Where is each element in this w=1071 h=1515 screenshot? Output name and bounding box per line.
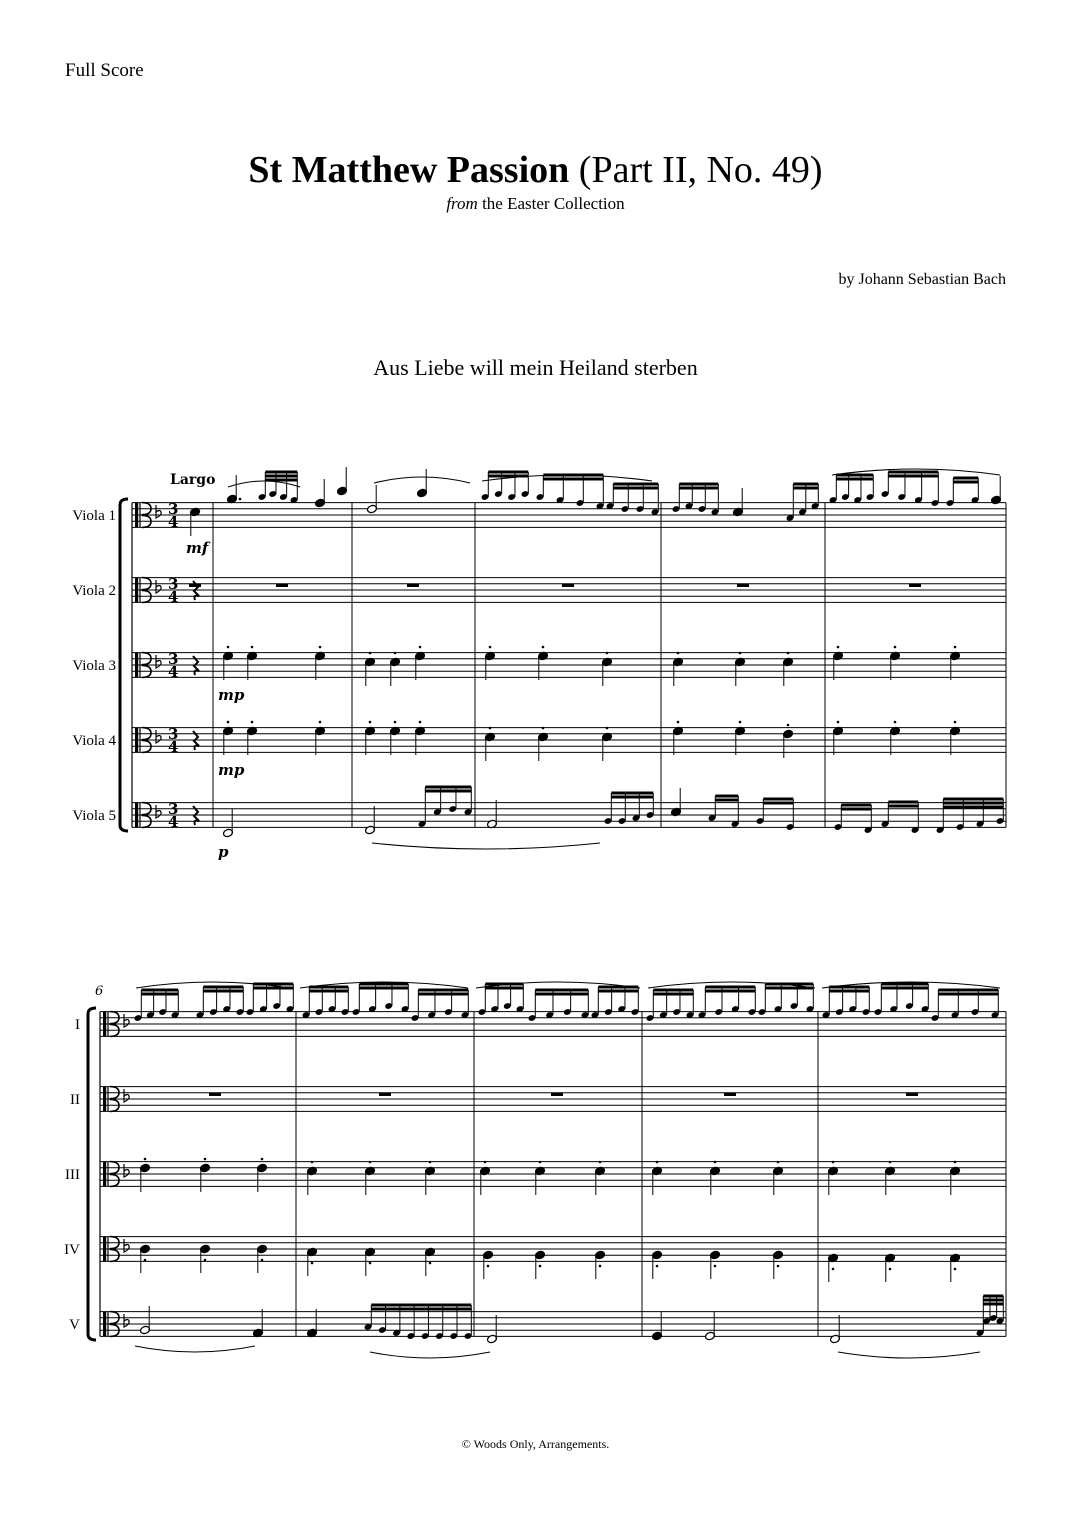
- staccato-dot: [144, 1158, 147, 1161]
- staccato-dot: [251, 721, 254, 724]
- staccato-dot: [369, 721, 372, 724]
- staccato-dot: [429, 1161, 432, 1164]
- staccato-dot: [311, 1161, 314, 1164]
- whole-rest: [379, 1093, 391, 1096]
- staccato-dot: [894, 721, 897, 724]
- staccato-dot: [319, 721, 322, 724]
- instrument-name: IV: [64, 1242, 80, 1258]
- copyright: © Woods Only, Arrangements.: [461, 1437, 610, 1451]
- staccato-dot: [832, 1268, 835, 1271]
- staccato-dot: [889, 1161, 892, 1164]
- slur: [838, 1352, 980, 1358]
- staccato-dot: [832, 1161, 835, 1164]
- title-part: (Part II, No. 49): [569, 149, 823, 191]
- staccato-dot: [261, 1158, 264, 1161]
- key-flat: [124, 1014, 129, 1027]
- time-sig-denominator: 4: [168, 588, 179, 606]
- alto-clef-bar: [103, 1162, 106, 1187]
- staccato-dot: [739, 652, 742, 655]
- score-label: Full Score: [65, 60, 144, 81]
- slur: [370, 1352, 490, 1358]
- staccato-dot: [227, 646, 230, 649]
- key-flat: [156, 805, 161, 818]
- staccato-dot: [677, 721, 680, 724]
- staccato-dot: [837, 721, 840, 724]
- system-bracket: [120, 499, 128, 831]
- staccato-dot: [419, 721, 422, 724]
- staccato-dot: [319, 646, 322, 649]
- staccato-dot: [204, 1158, 207, 1161]
- staccato-dot: [311, 1262, 314, 1265]
- staccato-dot: [954, 1161, 957, 1164]
- slur: [228, 481, 300, 487]
- time-sig-numerator: 3: [168, 800, 179, 818]
- slur: [374, 477, 470, 483]
- staccato-dot: [837, 646, 840, 649]
- system-bracket: [88, 1008, 96, 1340]
- slur: [372, 843, 600, 849]
- alto-clef-bar: [135, 578, 138, 603]
- dynamic-marking: mp: [218, 686, 245, 704]
- staccato-dot: [739, 721, 742, 724]
- staccato-dot: [542, 727, 545, 730]
- staccato-dot: [369, 1161, 372, 1164]
- composer: by Johann Sebastian Bach: [838, 271, 1006, 288]
- staccato-dot: [369, 1262, 372, 1265]
- dynamic-marking: p: [218, 843, 229, 861]
- instrument-name: II: [70, 1092, 80, 1108]
- key-flat: [124, 1164, 129, 1177]
- instrument-name: I: [75, 1017, 80, 1033]
- key-flat: [124, 1089, 129, 1102]
- staccato-dot: [369, 652, 372, 655]
- whole-rest: [562, 584, 574, 587]
- instrument-name: Viola 3: [72, 658, 116, 674]
- whole-rest: [724, 1093, 736, 1096]
- time-sig-denominator: 4: [168, 663, 179, 681]
- staccato-dot: [894, 646, 897, 649]
- instrument-name: Viola 5: [72, 808, 116, 824]
- staccato-dot: [777, 1161, 780, 1164]
- alto-clef-bar: [103, 1312, 106, 1337]
- time-sig-numerator: 3: [168, 500, 179, 518]
- instrument-name: Viola 4: [72, 733, 116, 749]
- alto-clef-bar: [135, 803, 138, 828]
- time-sig-denominator: 4: [168, 513, 179, 531]
- staccato-dot: [539, 1161, 542, 1164]
- instrument-name: V: [69, 1317, 80, 1333]
- measure-number: 6: [95, 984, 104, 999]
- staccato-dot: [227, 721, 230, 724]
- title-main: St Matthew Passion: [248, 149, 570, 191]
- staccato-dot: [656, 1161, 659, 1164]
- slur: [135, 1346, 255, 1352]
- staccato-dot: [777, 1265, 780, 1268]
- time-sig-numerator: 3: [168, 575, 179, 593]
- staccato-dot: [599, 1265, 602, 1268]
- staccato-dot: [714, 1161, 717, 1164]
- staccato-dot: [542, 646, 545, 649]
- subtitle-rest: the Easter Collection: [477, 194, 625, 213]
- staccato-dot: [599, 1161, 602, 1164]
- staccato-dot: [954, 721, 957, 724]
- alto-clef-bar: [103, 1087, 106, 1112]
- alto-clef-bar: [103, 1012, 106, 1037]
- whole-rest: [209, 1093, 221, 1096]
- movement-title: Aus Liebe will mein Heiland sterben: [373, 355, 698, 380]
- key-flat: [124, 1239, 129, 1252]
- staccato-dot: [714, 1265, 717, 1268]
- staccato-dot: [489, 646, 492, 649]
- key-flat: [156, 580, 161, 593]
- whole-rest: [551, 1093, 563, 1096]
- staccato-dot: [144, 1259, 147, 1262]
- staccato-dot: [606, 652, 609, 655]
- dynamic-marking: mp: [218, 761, 245, 779]
- key-flat: [156, 730, 161, 743]
- time-sig-numerator: 3: [168, 650, 179, 668]
- time-sig-denominator: 4: [168, 738, 179, 756]
- instrument-name: III: [65, 1167, 80, 1183]
- dynamic-marking: mf: [186, 539, 209, 557]
- tempo-marking: Largo: [170, 472, 216, 488]
- staccato-dot: [889, 1268, 892, 1271]
- staccato-dot: [419, 646, 422, 649]
- whole-rest: [906, 1093, 918, 1096]
- whole-rest: [276, 584, 288, 587]
- staccato-dot: [489, 727, 492, 730]
- instrument-name: Viola 2: [72, 583, 116, 599]
- staccato-dot: [677, 652, 680, 655]
- time-sig-numerator: 3: [168, 725, 179, 743]
- whole-rest: [407, 584, 419, 587]
- alto-clef-bar: [135, 728, 138, 753]
- staccato-dot: [787, 724, 790, 727]
- staccato-dot: [606, 727, 609, 730]
- key-flat: [124, 1314, 129, 1327]
- staccato-dot: [251, 646, 254, 649]
- instrument-name: Viola 1: [72, 508, 116, 524]
- staccato-dot: [261, 1259, 264, 1262]
- staccato-dot: [954, 1268, 957, 1271]
- staccato-dot: [656, 1265, 659, 1268]
- whole-rest: [737, 584, 749, 587]
- staccato-dot: [394, 652, 397, 655]
- key-flat: [156, 505, 161, 518]
- subtitle-from: from: [446, 194, 478, 213]
- staccato-dot: [429, 1262, 432, 1265]
- staccato-dot: [487, 1265, 490, 1268]
- staccato-dot: [539, 1265, 542, 1268]
- whole-rest: [909, 584, 921, 587]
- staccato-dot: [954, 646, 957, 649]
- alto-clef-bar: [135, 653, 138, 678]
- staccato-dot: [204, 1259, 207, 1262]
- key-flat: [156, 655, 161, 668]
- alto-clef-bar: [103, 1237, 106, 1262]
- staccato-dot: [239, 498, 242, 501]
- staccato-dot: [484, 1161, 487, 1164]
- alto-clef-bar: [135, 503, 138, 528]
- staccato-dot: [394, 721, 397, 724]
- staccato-dot: [787, 652, 790, 655]
- time-sig-denominator: 4: [168, 813, 179, 831]
